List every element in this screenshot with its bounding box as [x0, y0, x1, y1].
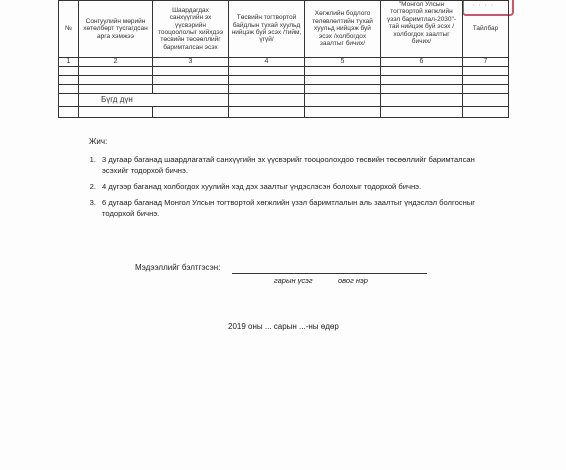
name-caption: овог нэр	[338, 276, 368, 285]
note-item	[82, 181, 490, 192]
header-cell-fiscal-law: Төсвийн тогтвортой байдлын тухай хуульд нийцэж буй эсэх /тийм, үгүй/	[229, 1, 305, 58]
signature-line	[232, 273, 427, 274]
notes-title: Жич:	[89, 137, 108, 146]
date-line: 2019 оны ... сарын ...-ны өдөр	[228, 322, 339, 331]
header-cell-budget-forecast: Шаардагдах санхүүгийн эх үүсвэрийн тооцоололыг хийхдээ төсвийн төсөөллийг баримталсан эсэх	[153, 1, 229, 58]
proposal-table	[58, 0, 509, 118]
note-text: 3 дугаар баганад шаардлагатай санхүүгийн эх үүсвэрийг тооцоолохдоо төсвийн төсөөллийг баримталсан эсэхийг тодорхой бичнэ.	[102, 155, 475, 175]
table-header-row	[59, 1, 509, 58]
note-text: 6 дугаар баганад Монгол Улсын тогтвортой хөгжлийн үзэл баримтлалын аль заалтыг үндэслэл болгосныг тодорхой бичнэ.	[102, 198, 476, 218]
total-row	[59, 94, 509, 107]
note-number: 2.	[89, 182, 96, 191]
table-row	[59, 67, 509, 76]
column-number: 4	[229, 58, 305, 67]
column-number: 5	[305, 58, 381, 67]
header-cell-no: №	[59, 1, 79, 58]
column-number: 6	[381, 58, 463, 67]
table-row	[59, 85, 509, 94]
column-number: 1	[59, 58, 79, 67]
header-cell-remarks: Тайлбар	[463, 1, 509, 58]
column-number: 2	[79, 58, 153, 67]
stamp-mark: · · · ·	[462, 0, 514, 16]
column-number: 3	[153, 58, 229, 67]
table-row	[59, 107, 509, 118]
column-number-row	[59, 58, 509, 67]
prepared-by-label: Мэдээллийг бэлтгэсэн:	[135, 263, 221, 272]
header-cell-sdv-2030: "Монгол Улсын тогтвортой хөгжлийн үзэл баримтлал-2030"-тай нийцэж буй эсэх /холбогдох заалтыг бичих/	[381, 1, 463, 58]
note-number: 3.	[89, 198, 96, 207]
column-number: 7	[463, 58, 509, 67]
note-number: 1.	[89, 155, 96, 164]
header-cell-development-law: Хөгжлийн бодлого төлөвлөлтийн тухай хуульд нийцэж буй эсэх /холбогдох заалтыг бичих/	[305, 1, 381, 58]
total-label: Бүгд дүн	[79, 94, 229, 107]
header-cell-measure: Сонгуулийн мөрийн хөтөлбөрт тусгагдсан арга хэмжээ	[79, 1, 153, 58]
notes-list	[82, 154, 490, 224]
signature-caption: гарын үсэг	[274, 276, 313, 285]
note-item	[82, 197, 490, 219]
note-item	[82, 154, 490, 176]
table-row	[59, 76, 509, 85]
note-text: 4 дүгээр баганад холбогдох хуулийн хэд дэх заалтыг үндэслэсэн болохыг тодорхой бичнэ.	[102, 182, 422, 191]
